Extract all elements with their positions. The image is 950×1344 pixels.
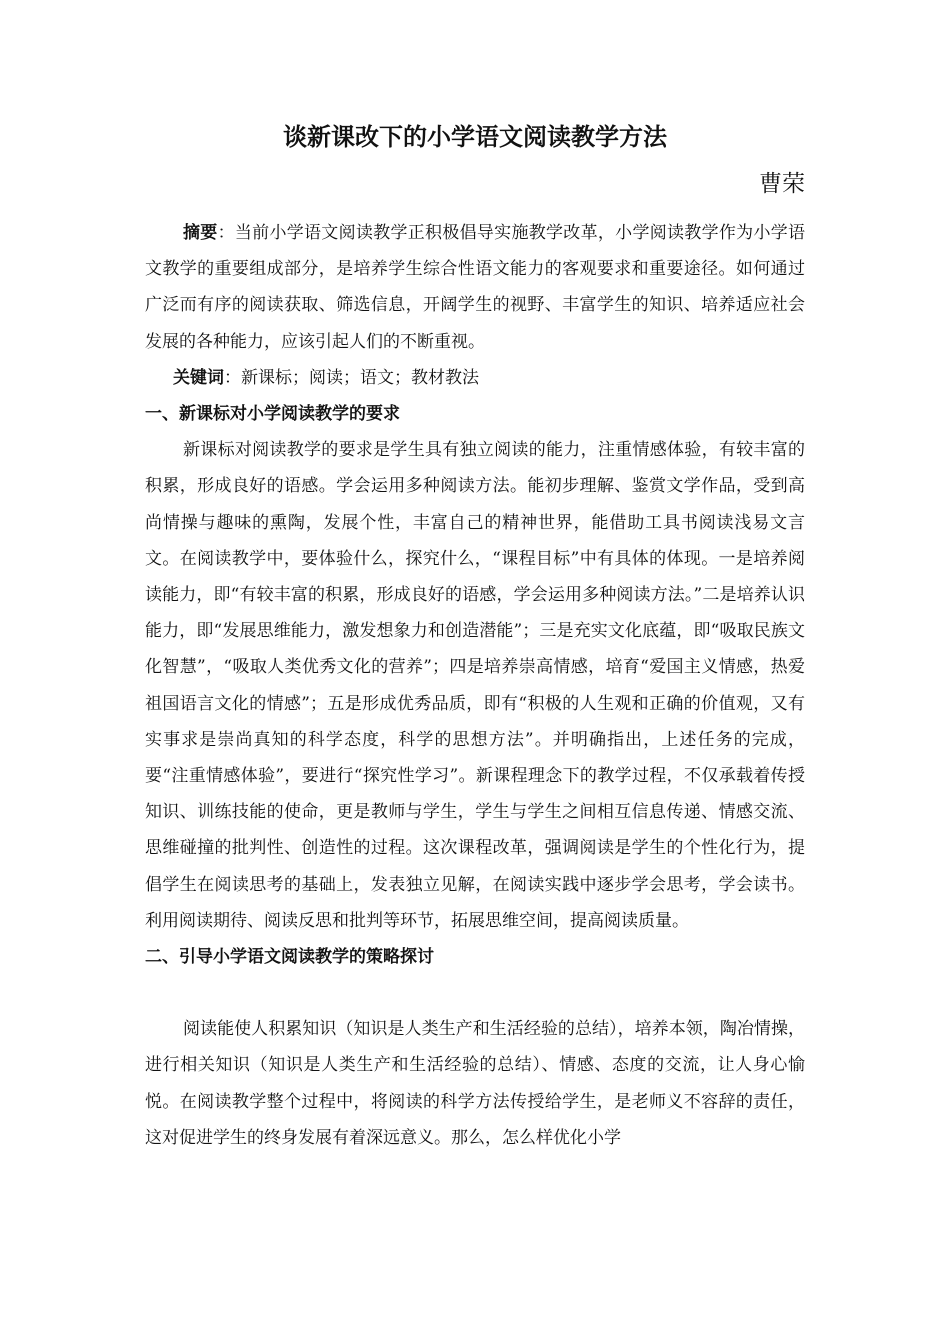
section-heading-1: 一、新课标对小学阅读教学的要求 bbox=[145, 404, 400, 425]
document-title: 谈新课改下的小学语文阅读教学方法 bbox=[283, 123, 667, 151]
paragraph-spacer bbox=[145, 975, 805, 1011]
section-1-paragraph-1: 新课标对阅读教学的要求是学生具有独立阅读的能力，注重情感体验，有较丰富的积累，形成良好的语感。学会运用多种阅读方法。能初步理解、鉴赏文学作品，受到高尚情操与趣味的熏陶，发展个性，丰富自己的精神世界，能借助工具书阅读浅易文言文。在阅读教学中，要体验什么，探究什么，“课程目标”中有具体的体现。一是培养阅读能力，即“有较丰富的积累，形成良好的语感，学会运用多种阅读方法。”二是培养认识能力，即“发展思维能力，激发想象力和创造潜能”；三是充实文化底蕴，即“吸取民族文化智慧”，“吸取人类优秀文化的营养”；四是培养崇高情感，培育“爱国主义情感，热爱祖国语言文化的情感”；五是形成优秀品质，即有“积极的人生观和正确的价值观，又有实事求是崇尚真知的科学态度，科学的思想方法”。并明确指出，上述任务的完成，要“注重情感体验”，要进行“探究性学习”。新课程理念下的教学过程，不仅承载着传授知识、训练技能的使命，更是教师与学生，学生与学生之间相互信息传递、情感交流、思维碰撞的批判性、创造性的过程。这次课程改革，强调阅读是学生的个性化行为，提倡学生在阅读思考的基础上，发表独立见解，在阅读实践中逐步学会思考，学会读书。利用阅读期待、阅读反思和批判等环节，拓展思维空间，提高阅读质量。 bbox=[145, 440, 805, 931]
abstract-separator: ： bbox=[217, 223, 235, 243]
document-author: 曹荣 bbox=[759, 171, 805, 197]
keywords-text: 新课标；阅读；语文；教材教法 bbox=[241, 367, 479, 388]
abstract-label: 摘要 bbox=[183, 223, 218, 243]
section-2-paragraph-1: 阅读能使人积累知识（知识是人类生产和生活经验的总结），培养本领，陶冶情操，进行相关知识（知识是人类生产和生活经验的总结）、情感、态度的交流，让人身心愉悦。在阅读教学整个过程中，将阅读的科学方法传授给学生，是老师义不容辞的责任，这对促进学生的终身发展有着深远意义。那么，怎么样优化小学 bbox=[145, 1019, 805, 1148]
abstract-paragraph bbox=[145, 215, 805, 360]
keywords-label: 关键词 bbox=[173, 367, 224, 388]
keywords-separator: ： bbox=[224, 367, 241, 388]
abstract-text: 当前小学语文阅读教学正积极倡导实施教学改革，小学阅读教学作为小学语文教学的重要组成部分，是培养学生综合性语文能力的客观要求和重要途径。如何通过广泛而有序的阅读获取、筛选信息，开阔学生的视野、丰富学生的知识、培养适应社会发展的各种能力，应该引起人们的不断重视。 bbox=[145, 223, 806, 352]
section-heading-2: 二、引导小学语文阅读教学的策略探讨 bbox=[145, 947, 434, 968]
document-body bbox=[145, 215, 805, 1156]
keywords-paragraph bbox=[145, 360, 805, 396]
